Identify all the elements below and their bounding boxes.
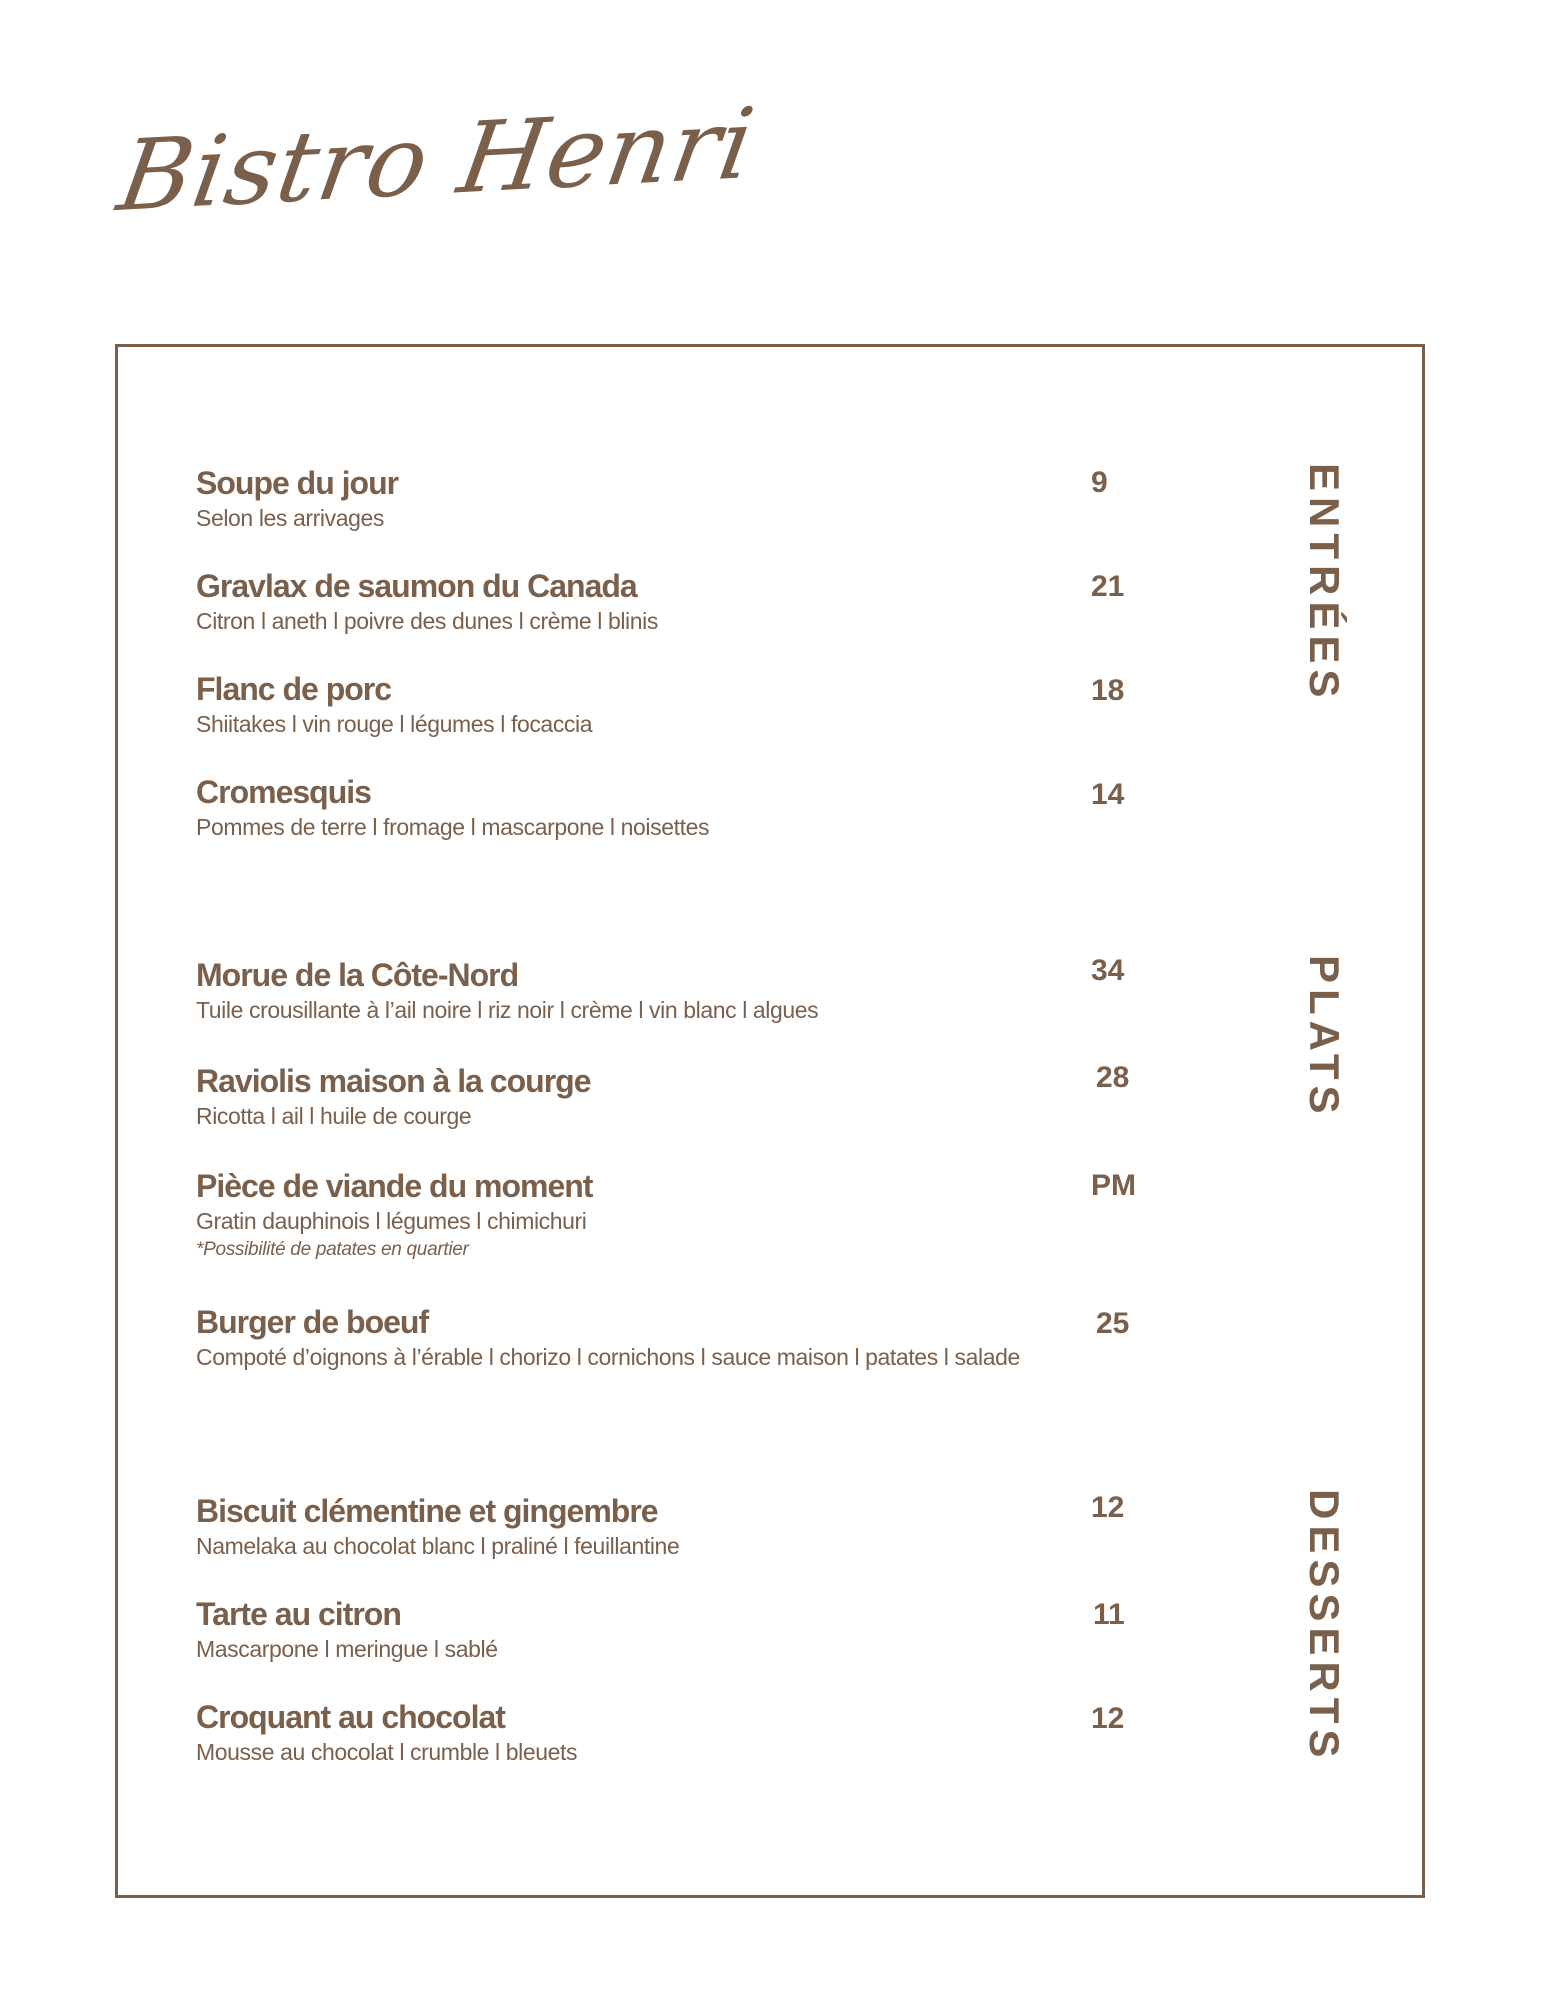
menu-item: [196, 464, 1422, 532]
item-description: Citron l aneth l poivre des dunes l crème l blinis: [196, 608, 658, 634]
menu-item: [196, 956, 1422, 1024]
menu-item: [196, 1062, 1422, 1130]
item-price: 12: [1091, 1702, 1125, 1735]
item-name: Raviolis maison à la courge: [196, 1063, 591, 1099]
item-description: Shiitakes l vin rouge l légumes l focaccia: [196, 711, 593, 737]
item-price: PM: [1091, 1169, 1136, 1202]
menu-item: [196, 1167, 1422, 1262]
item-price: 28: [1096, 1061, 1130, 1094]
item-name: Cromesquis: [196, 774, 371, 810]
section-label-plats: PLATS: [1301, 955, 1348, 1120]
item-name: Gravlax de saumon du Canada: [196, 568, 637, 604]
restaurant-logo: Bistro Henri: [110, 87, 763, 234]
item-note: *Possibilité de patates en quartier: [196, 1239, 469, 1260]
item-description: Ricotta l ail l huile de courge: [196, 1103, 472, 1129]
item-name: Pièce de viande du moment: [196, 1168, 593, 1204]
item-name: Flanc de porc: [196, 671, 392, 707]
menu-item: [196, 1303, 1422, 1371]
item-name: Burger de boeuf: [196, 1304, 429, 1340]
item-name: Soupe du jour: [196, 465, 399, 501]
item-name: Biscuit clémentine et gingembre: [196, 1493, 658, 1529]
item-price: 18: [1091, 674, 1125, 707]
item-description: Selon les arrivages: [196, 505, 385, 531]
item-price: 34: [1091, 954, 1125, 987]
item-name: Tarte au citron: [196, 1596, 401, 1632]
item-price: 12: [1091, 1491, 1125, 1524]
item-price: 25: [1096, 1307, 1130, 1340]
item-name: Morue de la Côte-Nord: [196, 957, 519, 993]
section-label-desserts: DESSERTS: [1301, 1489, 1348, 1764]
item-price: 9: [1091, 466, 1108, 499]
item-price: 21: [1091, 570, 1125, 603]
item-description: Gratin dauphinois l légumes l chimichuri: [196, 1208, 587, 1234]
item-description: Pommes de terre l fromage l mascarpone l noisettes: [196, 814, 710, 840]
menu-item: [196, 567, 1422, 635]
item-name: Croquant au chocolat: [196, 1699, 505, 1735]
menu-item: [196, 670, 1422, 738]
menu-item: [196, 773, 1422, 841]
menu-item: [196, 1698, 1422, 1766]
menu-frame: [115, 344, 1425, 1898]
item-price: 11: [1093, 1598, 1125, 1631]
item-description: Compoté d’oignons à l’érable l chorizo l cornichons l sauce maison l patates l salade: [196, 1344, 1020, 1370]
item-description: Mousse au chocolat l crumble l bleuets: [196, 1739, 578, 1765]
item-price: 14: [1091, 778, 1125, 811]
item-description: Namelaka au chocolat blanc l praliné l feuillantine: [196, 1533, 680, 1559]
menu-item: [196, 1492, 1422, 1560]
item-description: Tuile crousillante à l’ail noire l riz noir l crème l vin blanc l algues: [196, 997, 819, 1023]
section-label-entrees: ENTRÉES: [1301, 463, 1348, 704]
item-description: Mascarpone l meringue l sablé: [196, 1636, 498, 1662]
menu-item: [196, 1595, 1422, 1663]
